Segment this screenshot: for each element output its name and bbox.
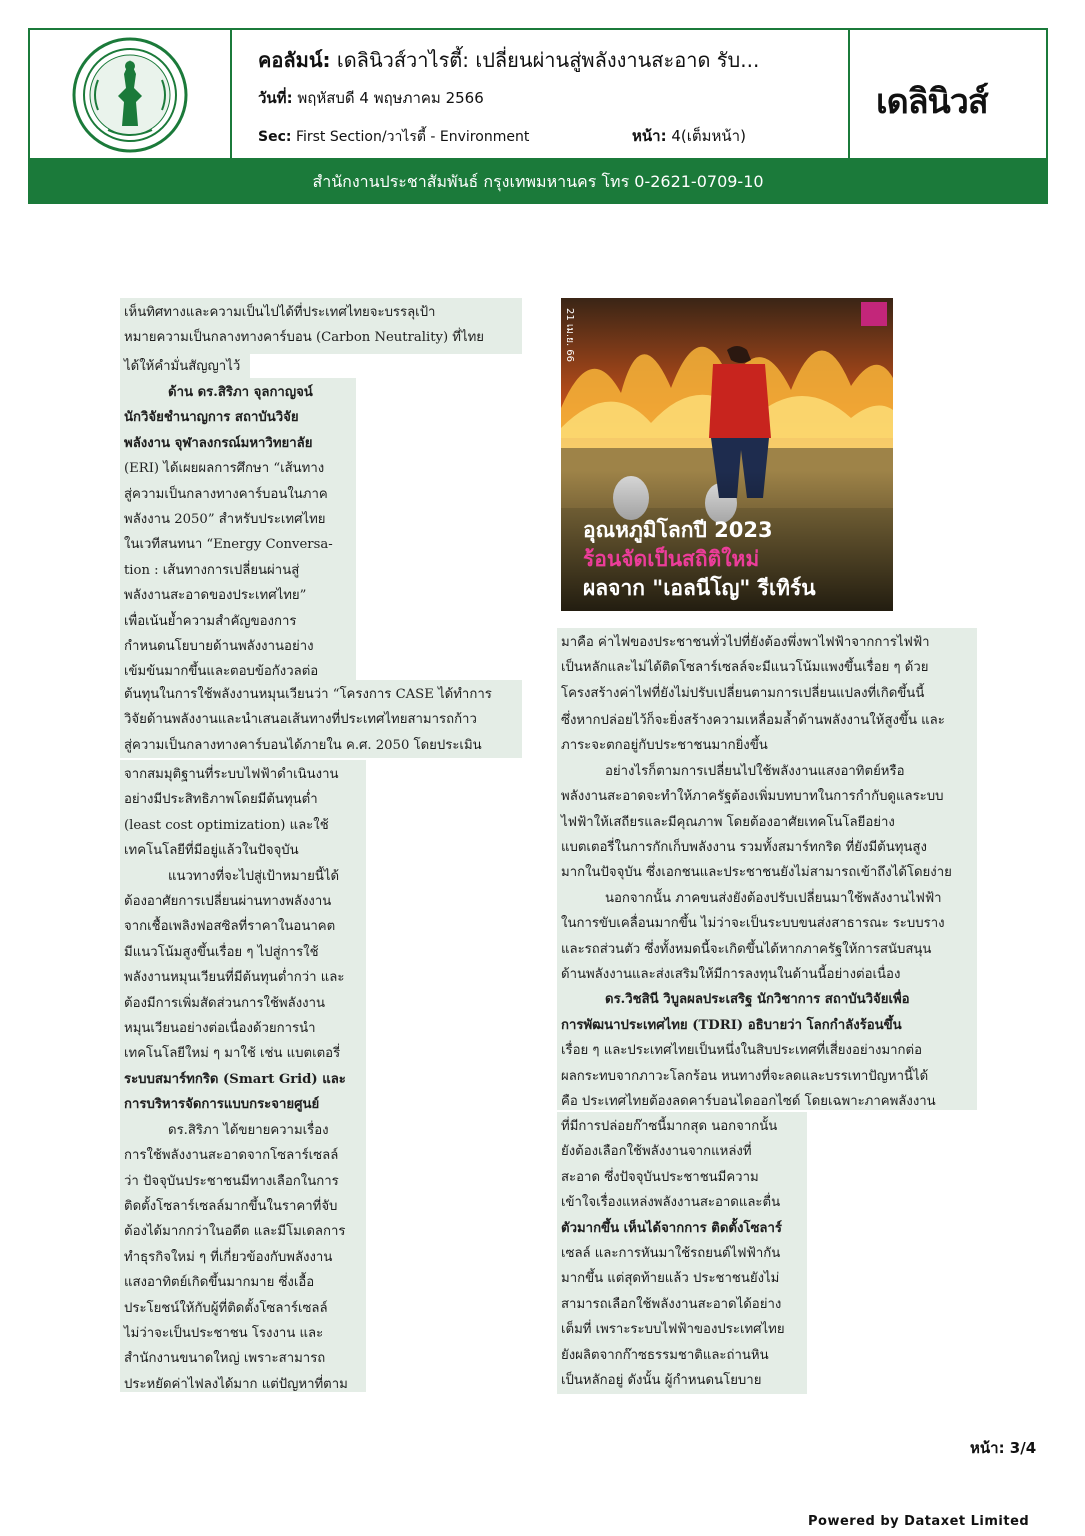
text-line: การพัฒนาประเทศไทย (TDRI) อธิบายว่า โลกกำลังร้อนขึ้น [561, 1017, 902, 1033]
text-line: แนวทางที่จะไปสู่เป้าหมายนี้ได้ [168, 868, 340, 884]
text-line: มาคือ ค่าไฟของประชาชนทั่วไปที่ยังต้องพึ่งพาไฟฟ้าจากการไฟฟ้า [561, 635, 930, 650]
text-line: เซลล์ และการหันมาใช้รถยนต์ไฟฟ้ากัน [561, 1246, 781, 1262]
text-line: ดร.สิริภา ได้ขยายความเรื่อง [168, 1122, 329, 1138]
text-line: (least cost optimization) และใช้ [124, 817, 329, 833]
pr-office-banner: สำนักงานประชาสัมพันธ์ กรุงเทพมหานคร โทร 0-2621-0709-10 [28, 160, 1048, 204]
clip-clean-energy-choice [557, 1112, 807, 1394]
text-line: จากเชื้อเพลิงฟอสซิลที่ราคาในอนาคต [124, 919, 336, 935]
clip-case-project [120, 680, 522, 758]
text-line: ผลกระทบจากภาวะโลกร้อน หนทางที่จะลดและบรรเทาปัญหานี้ได้ [561, 1068, 929, 1084]
text-line: หมุนเวียนอย่างต่อเนื่องด้วยการนำ [124, 1021, 316, 1037]
column-line [258, 44, 759, 76]
newspaper-logo [848, 30, 1048, 158]
text-line: วิจัยด้านพลังงานและนำเสนอเส้นทางที่ประเทศไทยสามารถก้าว [124, 712, 477, 728]
date-label: วันที่: [258, 89, 293, 107]
text-line: มากในปัจจุบัน ซึ่งเอกชนและประชาชนยังไม่สามารถเข้าถึงได้โดยง่าย [561, 865, 952, 881]
sec-label: Sec: [258, 129, 292, 145]
text-line: เข้มข้นมากขึ้นและตอบข้อกังวลต่อ [124, 664, 319, 680]
text-line: สะอาด ซึ่งปัจจุบันประชาชนมีความ [561, 1169, 759, 1185]
text-line: เป็นหลักอยู่ ดังนั้น ผู้กำหนดนโยบาย [561, 1373, 762, 1389]
text-line: ได้ให้คำมั่นสัญญาไว้ [124, 359, 241, 374]
clipping-header [28, 28, 1048, 160]
text-line: ด้านพลังงานและส่งเสริมให้มีการลงทุนในด้านนี้อย่างต่อเนื่อง [561, 967, 901, 983]
seal-emblem-icon [68, 36, 192, 154]
text-line: พลังงาน จุฬาลงกรณ์มหาวิทยาลัย [124, 435, 313, 451]
clip-intro-end [120, 352, 250, 380]
text-line: เทคโนโลยีใหม่ ๆ มาใช้ เช่น แบตเตอรี่ [124, 1046, 341, 1062]
clip-electricity-cost [557, 628, 977, 706]
text-line: ประโยชน์ให้กับผู้ที่ติดตั้งโซลาร์เซลล์ [124, 1300, 328, 1316]
page-line [632, 124, 746, 148]
text-line: ต้นทุนในการใช้พลังงานหมุนเวียนว่า “โครงการ CASE ได้ทำการ [124, 687, 492, 702]
text-line: อย่างมีประสิทธิภาพโดยมีต้นทุนต่ำ [124, 792, 318, 808]
bangkok-seal [30, 30, 232, 158]
text-line: ว่า ปัจจุบันประชาชนมีทางเลือกในการ [124, 1173, 339, 1189]
text-line: และรถส่วนตัว ซึ่งทั้งหมดนี้จะเกิดขึ้นได้หากภาครัฐให้การสนับสนุน [561, 941, 932, 957]
text-line: เข้าใจเรื่องแหล่งพลังงานสะอาดและตื่น [561, 1195, 781, 1211]
clip-siripa-intro [120, 378, 356, 682]
text-line: ต้องมีการเพิ่มสัดส่วนการใช้พลังงาน [124, 995, 325, 1011]
page-value: 4(เต็มหน้า) [671, 127, 746, 145]
date-value: พฤหัสบดี 4 พฤษภาคม 2566 [297, 89, 484, 107]
photo-date-tag: 21 เม.ย. 66 [564, 308, 575, 363]
text-line: จากสมมุติฐานที่ระบบไฟฟ้าดำเนินงาน [124, 767, 339, 782]
newspaper-name: เดลินิวส์ [876, 82, 988, 122]
text-line: เพื่อเน้นย้ำความสำคัญของการ [124, 613, 297, 629]
text-line: ดร.วิชสินี วิบูลผลประเสริฐ นักวิชาการ สถาบันวิจัยเพื่อ [605, 992, 910, 1008]
text-line: การบริหารจัดการแบบกระจายศูนย์ [124, 1097, 320, 1113]
text-line: พลังงานสะอาดของประเทศไทย” [124, 588, 307, 604]
text-line: สู่ความเป็นกลางทางคาร์บอนได้ภายใน ค.ศ. 2050 โดยประเมิน [124, 737, 482, 753]
text-line: tion : เส้นทางการเปลี่ยนผ่านสู่ [124, 562, 300, 578]
text-line: ประหยัดค่าไฟลงได้มาก แต่ปัญหาที่ตาม [124, 1376, 348, 1392]
text-line: สำนักงานขนาดใหญ่ เพราะสามารถ [124, 1351, 326, 1367]
text-line: การใช้พลังงานสะอาดจากโซลาร์เซลล์ [124, 1148, 339, 1164]
text-line: ติดตั้งโซลาร์เซลล์มากขึ้นในราคาที่จับ [124, 1198, 338, 1214]
section-line [258, 126, 529, 148]
text-line: ไฟฟ้าให้เสถียรและมีคุณภาพ โดยต้องอาศัยเทคโนโลยีอย่าง [561, 814, 895, 830]
text-line: มีแนวโน้มสูงขึ้นเรื่อย ๆ ไปสู่การใช้ [124, 944, 319, 960]
text-line: ภาระจะตกอยู่กับประชาชนมากยิ่งขึ้น [561, 738, 768, 754]
text-line: ที่มีการปล่อยก๊าซนี้มากสุด นอกจากนั้น [561, 1119, 778, 1134]
clipping-metadata [232, 30, 848, 158]
page-label: หน้า: [632, 127, 667, 145]
text-line: มากขึ้น แต่สุดท้ายแล้ว ประชาชนยังไม่ [561, 1271, 780, 1287]
text-line: กำหนดนโยบายด้านพลังงานอย่าง [124, 639, 314, 655]
column-label: คอลัมน์: [258, 48, 331, 72]
clip-energy-transition [120, 760, 366, 1392]
text-line: ต้องอาศัยการเปลี่ยนผ่านทางพลังงาน [124, 894, 332, 910]
text-line: นอกจากนั้น ภาคขนส่งยังต้องปรับเปลี่ยนมาใช้พลังงานไฟฟ้า [605, 890, 942, 906]
photo-caption-line2: ร้อนจัดเป็นสถิติใหม่ [583, 547, 760, 571]
text-line: เรื่อย ๆ และประเทศไทยเป็นหนึ่งในสิบประเทศที่เสี่ยงอย่างมากต่อ [561, 1043, 923, 1059]
sec-value: First Section/วาไรตี้ - Environment [295, 129, 530, 145]
text-line: ยังต้องเลือกใช้พลังงานจากแหล่งที่ [561, 1144, 752, 1160]
text-line: เห็นทิศทางและความเป็นไปได้ที่ประเทศไทยจะบรรลุเป้า [124, 305, 436, 320]
text-line: ซึ่งหากปล่อยไว้ก็จะยิ่งสร้างความเหลื่อมล้ำด้านพลังงานให้สูงขึ้น และ [561, 713, 945, 728]
text-line: เทคโนโลยีที่มีอยู่แล้วในปัจจุบัน [124, 843, 299, 859]
text-line: ด้าน ดร.สิริภา จุลกาญจน์ [168, 385, 313, 400]
text-line: แสงอาทิตย์เกิดขึ้นมากมาย ซึ่งเอื้อ [124, 1275, 315, 1291]
news-photo [561, 298, 893, 611]
text-line: โครงสร้างค่าไฟที่ยังไม่ปรับเปลี่ยนตามการเปลี่ยนแปลงที่เกิดขึ้นนี้ [561, 685, 925, 701]
text-line: หมายความเป็นกลางทางคาร์บอน (Carbon Neutrality) ที่ไทย [124, 330, 485, 346]
text-line: คือ ประเทศไทยต้องลดคาร์บอนไดออกไซด์ โดยเฉพาะภาคพลังงาน [561, 1094, 936, 1110]
text-line: เป็นหลักและไม่ได้ติดโซลาร์เซลล์จะมีแนวโน้มแพงขึ้นเรื่อย ๆ ด้วย [561, 660, 929, 676]
text-line: ต้องได้มากกว่าในอดีต และมีโมเดลการ [124, 1224, 346, 1240]
text-line: ตัวมากขึ้น เห็นได้จากการ ติดตั้งโซลาร์ [561, 1220, 783, 1236]
text-line: พลังงาน 2050” สำหรับประเทศไทย [124, 512, 326, 528]
clip-government-role [557, 706, 977, 1110]
text-line: เต็มที่ เพราะระบบไฟฟ้าของประเทศไทย [561, 1322, 785, 1338]
text-line: นักวิจัยชำนาญการ สถาบันวิจัย [124, 410, 299, 426]
text-line: อย่างไรก็ตามการเปลี่ยนไปใช้พลังงานแสงอาทิตย์หรือ [605, 763, 905, 779]
text-line: ในเวทีสนทนา “Energy Conversa- [124, 537, 333, 553]
text-line: สู่ความเป็นกลางทางคาร์บอนในภาค [124, 486, 328, 502]
powered-by-credit: Powered by Dataxet Limited [808, 1514, 1030, 1529]
text-line: แบตเตอรี่ในการกักเก็บพลังงาน รวมทั้งสมาร์ทกริด ที่ยังมีต้นทุนสูง [561, 840, 927, 856]
text-line: ยังผลิตจากก๊าซธรรมชาติและถ่านหิน [561, 1347, 769, 1363]
text-line: ระบบสมาร์ทกริด (Smart Grid) และ [124, 1071, 346, 1087]
date-line [258, 86, 484, 110]
text-line: พลังงานหมุนเวียนที่มีต้นทุนต่ำกว่า และ [124, 970, 345, 986]
page-number: หน้า: 3/4 [970, 1439, 1037, 1457]
text-line: ในการขับเคลื่อนมากขึ้น ไม่ว่าจะเป็นระบบขนส่งสาธารณะ ระบบราง [561, 916, 945, 932]
clip-intro [120, 298, 522, 354]
photo-caption-line3: ผลจาก "เอลนีโญ" รีเทิร์น [583, 576, 816, 600]
text-line: พลังงานสะอาดจะทำให้ภาครัฐต้องเพิ่มบทบาทในการกำกับดูแลระบบ [561, 789, 944, 805]
text-line: ทำธุรกิจใหม่ ๆ ที่เกี่ยวข้องกับพลังงาน [124, 1249, 333, 1265]
column-value: เดลินิวส์วาไรตี้: เปลี่ยนผ่านสู่พลังงานสะอาด รับ... [336, 48, 760, 72]
text-line: สามารถเลือกใช้พลังงานสะอาดได้อย่าง [561, 1296, 782, 1312]
photo-caption-line1: อุณหภูมิโลกปี 2023 [583, 518, 773, 542]
text-line: ไม่ว่าจะเป็นประชาชน โรงงาน และ [124, 1325, 324, 1341]
text-line: (ERI) ได้เผยผลการศึกษา “เส้นทาง [124, 461, 325, 477]
